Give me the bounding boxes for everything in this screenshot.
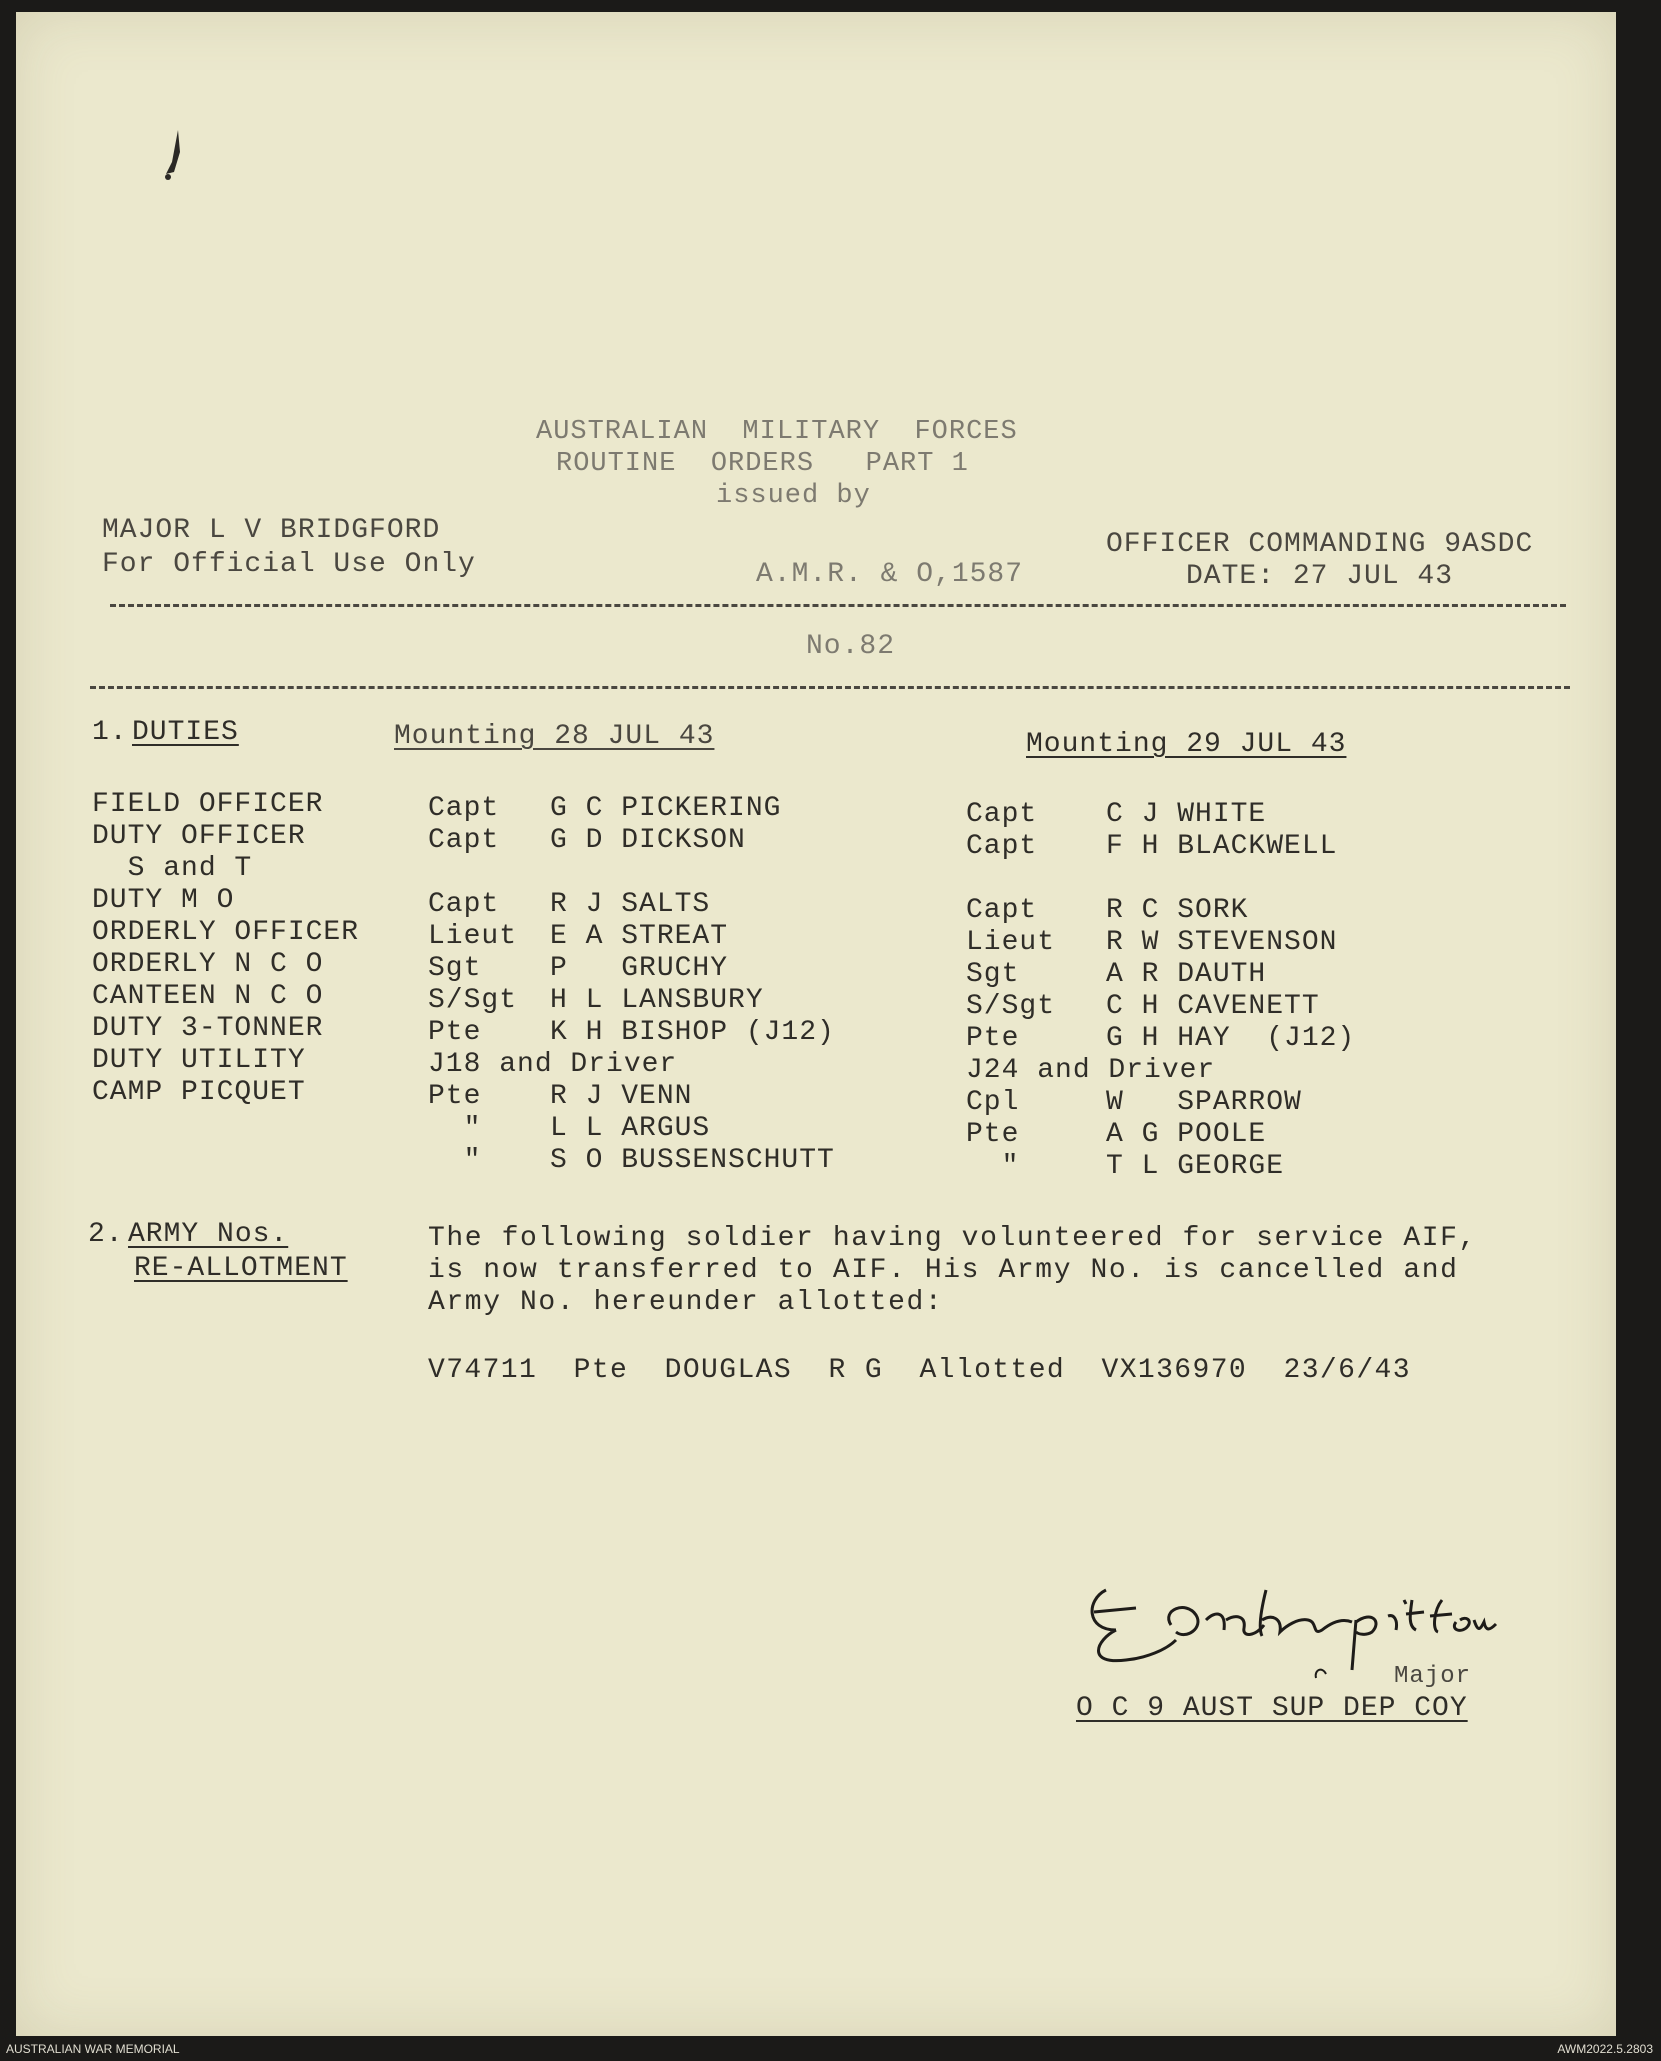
- col1-rank: Capt: [428, 825, 500, 856]
- col2-name: W SPARROW: [1106, 1087, 1302, 1118]
- col2-name: C H CAVENETT: [1106, 991, 1320, 1022]
- col1-rank: Lieut: [428, 921, 518, 952]
- divider-bottom: [90, 686, 1570, 689]
- col2-name: F H BLACKWELL: [1106, 831, 1338, 862]
- col1-name: G D DICKSON: [550, 825, 746, 856]
- col1-rank: ": [428, 1145, 482, 1176]
- header-center-line: A.M.R. & O,1587: [756, 559, 1024, 590]
- section2-heading-line1: ARMY Nos.: [128, 1219, 289, 1250]
- role-label: DUTY M O: [92, 885, 235, 916]
- col1-rank: S/Sgt: [428, 985, 518, 1016]
- archive-footer: [0, 2038, 1661, 2061]
- role-label: S and T: [92, 853, 253, 884]
- col2-name: A R DAUTH: [1106, 959, 1267, 990]
- col2-rank: Capt: [966, 831, 1038, 862]
- col2-name: C J WHITE: [1106, 799, 1267, 830]
- col2-rank: Pte: [966, 1023, 1020, 1054]
- col1-name: E A STREAT: [550, 921, 729, 952]
- col2-rank: J24 and Driver: [966, 1055, 1216, 1086]
- role-label: CANTEEN N C O: [92, 981, 324, 1012]
- header-right-line2: DATE: 27 JUL 43: [1186, 561, 1454, 592]
- section1-number: 1.: [92, 717, 128, 748]
- col1-rank: Pte: [428, 1017, 482, 1048]
- order-number: No.82: [806, 631, 896, 662]
- col1-name: H L LANSBURY: [550, 985, 764, 1016]
- col2-rank: Sgt: [966, 959, 1020, 990]
- section2-body-line1: The following soldier having volunteered for service AIF,: [428, 1223, 1477, 1254]
- role-label: CAMP PICQUET: [92, 1077, 306, 1108]
- role-label: DUTY OFFICER: [92, 821, 306, 852]
- section2-body-line3: Army No. hereunder allotted:: [428, 1287, 944, 1318]
- col2-name: R C SORK: [1106, 895, 1249, 926]
- col1-heading: Mounting 28 JUL 43: [394, 721, 715, 752]
- header-left-line2: For Official Use Only: [102, 549, 476, 580]
- col2-rank: Capt: [966, 799, 1038, 830]
- header-subtitle: ROUTINE ORDERS PART 1: [556, 449, 969, 479]
- col1-name: R J VENN: [550, 1081, 693, 1112]
- col2-name: G H HAY (J12): [1106, 1023, 1356, 1054]
- col1-rank: ": [428, 1113, 482, 1144]
- col2-name: R W STEVENSON: [1106, 927, 1338, 958]
- footer-left-label: AUSTRALIAN WAR MEMORIAL: [6, 2042, 180, 2056]
- divider-top: [110, 604, 1566, 607]
- header-issued-by: issued by: [716, 481, 871, 511]
- document-page: [16, 12, 1616, 2036]
- col1-name: S O BUSSENSCHUTT: [550, 1145, 835, 1176]
- col1-rank: J18 and Driver: [428, 1049, 678, 1080]
- header-left-line1: MAJOR L V BRIDGFORD: [102, 515, 441, 546]
- col2-name: A G POOLE: [1106, 1119, 1267, 1150]
- col2-name: T L GEORGE: [1106, 1151, 1285, 1182]
- header-right-line1: OFFICER COMMANDING 9ASDC: [1106, 529, 1534, 560]
- col1-rank: Sgt: [428, 953, 482, 984]
- header-title: AUSTRALIAN MILITARY FORCES: [536, 417, 1018, 447]
- col2-rank: Capt: [966, 895, 1038, 926]
- col1-name: G C PICKERING: [550, 793, 782, 824]
- role-label: DUTY UTILITY: [92, 1045, 306, 1076]
- section1-heading: DUTIES: [132, 717, 239, 748]
- col1-rank: Capt: [428, 793, 500, 824]
- col2-rank: S/Sgt: [966, 991, 1056, 1022]
- col2-heading: Mounting 29 JUL 43: [1026, 729, 1347, 760]
- col1-name: R J SALTS: [550, 889, 711, 920]
- col2-rank: Pte: [966, 1119, 1020, 1150]
- col2-rank: ": [966, 1151, 1020, 1182]
- col1-name: P GRUCHY: [550, 953, 729, 984]
- col2-rank: Lieut: [966, 927, 1056, 958]
- col2-rank: Cpl: [966, 1087, 1020, 1118]
- section2-number: 2.: [88, 1219, 124, 1250]
- role-label: DUTY 3-TONNER: [92, 1013, 324, 1044]
- col1-rank: Capt: [428, 889, 500, 920]
- role-label: ORDERLY N C O: [92, 949, 324, 980]
- col1-name: L L ARGUS: [550, 1113, 711, 1144]
- ink-mark: [156, 122, 196, 192]
- section2-heading-line2: RE-ALLOTMENT: [134, 1253, 348, 1284]
- footer-right-label: AWM2022.5.2803: [1557, 2042, 1653, 2056]
- col1-rank: Pte: [428, 1081, 482, 1112]
- role-label: FIELD OFFICER: [92, 789, 324, 820]
- col1-name: K H BISHOP (J12): [550, 1017, 835, 1048]
- signature-unit: O C 9 AUST SUP DEP COY: [1076, 1693, 1468, 1724]
- role-label: ORDERLY OFFICER: [92, 917, 360, 948]
- allotment-entry: V74711 Pte DOUGLAS R G Allotted VX136970 23/6/43: [428, 1355, 1411, 1386]
- section2-body-line2: is now transferred to AIF. His Army No. is cancelled and: [428, 1255, 1459, 1286]
- signature-rank: Major: [1394, 1663, 1472, 1690]
